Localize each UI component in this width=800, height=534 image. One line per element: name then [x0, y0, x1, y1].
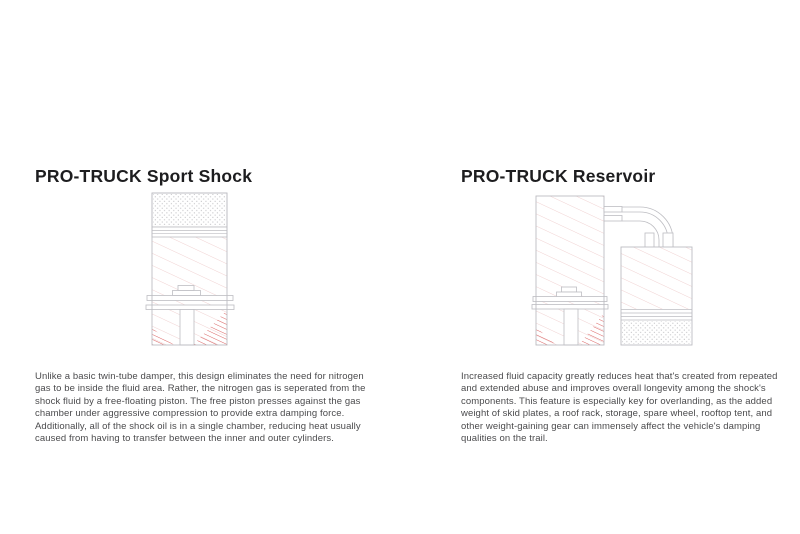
- single-tube-cylinder: [146, 193, 234, 345]
- sport-shock-diagram: [145, 190, 235, 347]
- reservoir-description: Increased fluid capacity greatly reduces heat that's created from repeated and extended abuse and improves overall longevity among the shock's components. This feature is especially key for overlanding, as the added weight of skid plates, a roof rack, storage, spare wheel, rooftop tent, and other weight-gaining gear can immensely affect the vehicle's damping qualities on the trail.: [461, 370, 778, 445]
- floating-piston: [152, 227, 227, 237]
- reservoir-canister: [621, 233, 692, 345]
- reservoir-gas-chamber: [622, 321, 691, 344]
- sport-shock-description: Unlike a basic twin-tube damper, this design eliminates the need for nitrogen gas to be inside the fluid area. Rather, the nitrogen gas is seperated from the shock fluid by a free-floating piston. The free piston presses against the gas chamber under aggressive compression to provide extra damping force. Additionally, all of the shock oil is in a single chamber, reducing heat usually caused from having to transfer between the inner and outer cylinders.: [35, 370, 366, 445]
- reservoir-main-cylinder: [532, 196, 608, 345]
- tube-flange-bottom: [604, 216, 622, 222]
- reservoir-fluid-hatch: [621, 247, 692, 309]
- sport-shock-title: PRO-TRUCK Sport Shock: [35, 165, 253, 186]
- reservoir-neck-left: [645, 233, 654, 248]
- piston-rod: [180, 310, 194, 346]
- reservoir-neck-right: [663, 233, 673, 248]
- reservoir-title: PRO-TRUCK Reservoir: [461, 165, 656, 186]
- piston-rod: [564, 309, 578, 345]
- tube-flange-top: [604, 207, 622, 213]
- reservoir-diagram: [528, 190, 698, 347]
